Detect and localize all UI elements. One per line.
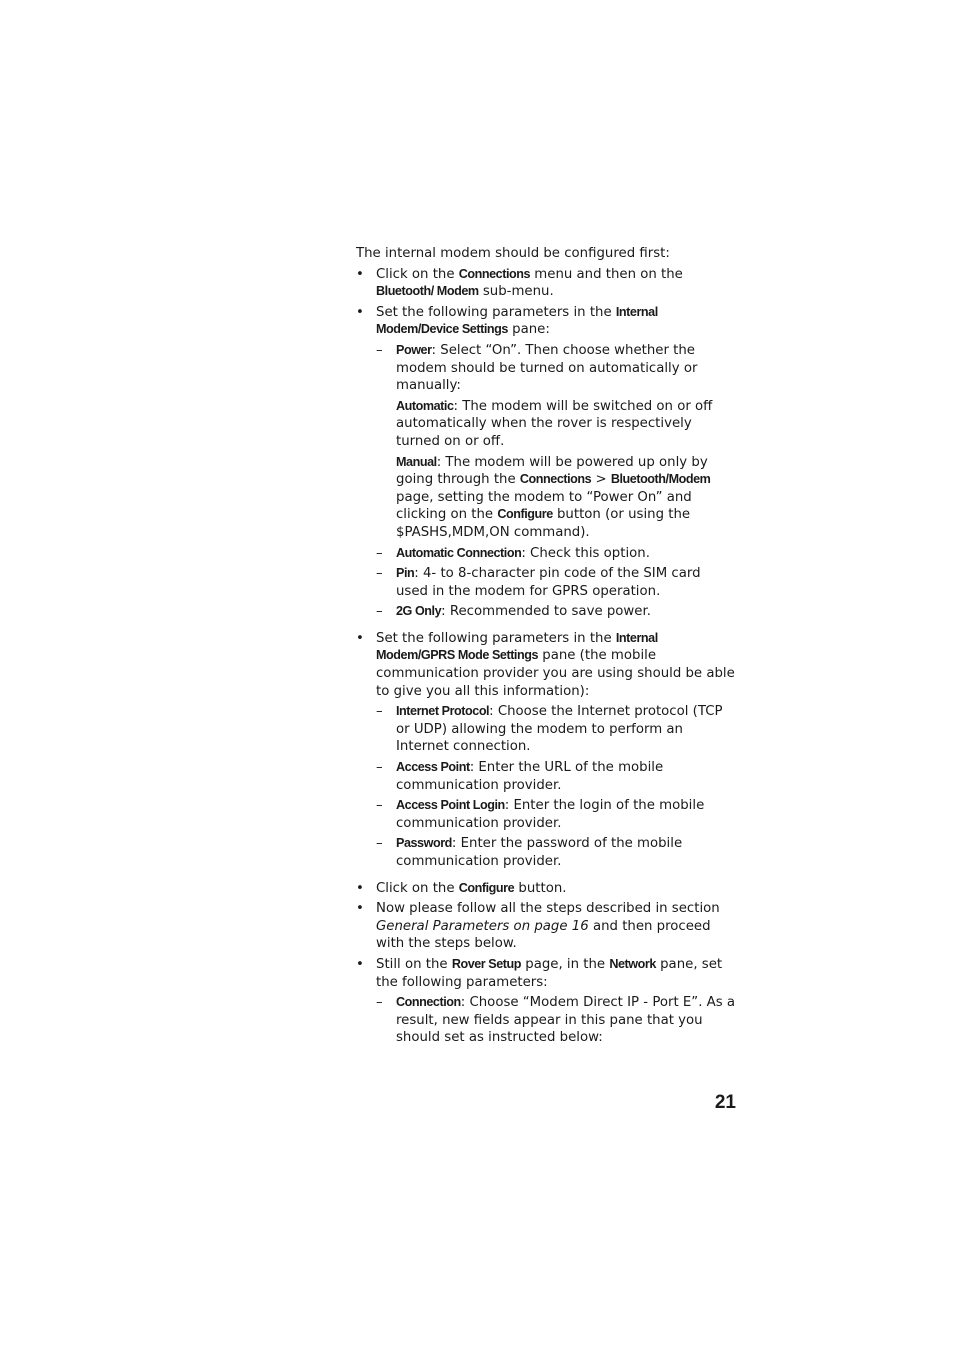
gprs-settings-list (376, 703, 736, 870)
param-power: – Power: Select “On”. Then choose whether the modem should be turned on automatically or manually: Automatic: The modem will be switched on or off automatically when the rover is respectively turned on or off. Manual: The modem will be powered up only by going through the Connections > Bluetooth/Modem page, setting the modem to “Power On” and clicking on the Configure button (or using the $PASHS,MDM,ON command). (376, 342, 736, 542)
submenu-name: Bluetooth/ Modem (376, 284, 479, 299)
page-number: 21 (714, 1092, 736, 1113)
cross-reference-link[interactable]: General Parameters on page 16 (376, 918, 589, 934)
button-name: Configure (458, 880, 515, 895)
step-list (356, 266, 736, 1047)
param-access-point: – Access Point: Enter the URL of the mobile communication provider. (376, 759, 736, 794)
param-password: – Password: Enter the password of the mobile communication provider. (376, 835, 736, 870)
step-general-parameters: • Now please follow all the steps described in section General Parameters on page 16 and then proceed with the steps below. (356, 900, 736, 953)
page-content (356, 245, 736, 1050)
menu-name: Connections (458, 266, 531, 281)
step-open-menu: • Click on the Connections menu and then on the Bluetooth/ Modem sub-menu. (356, 266, 736, 301)
intro-text: The internal modem should be configured first: (356, 246, 670, 261)
pane-name: Internal Modem/Device Settings (376, 304, 658, 337)
step-configure: • Click on the Configure button. (356, 880, 736, 898)
param-access-point-login: – Access Point Login: Enter the login of the mobile communication provider. (376, 797, 736, 832)
device-settings-list (376, 342, 736, 621)
option-automatic: Automatic: The modem will be switched on or off automatically when the rover is respectively turned on or off. (396, 398, 713, 449)
param-pin: – Pin: 4- to 8-character pin code of the SIM card used in the modem for GPRS operation. (376, 565, 736, 600)
step-device-settings: • Set the following parameters in the Internal Modem/Device Settings pane: – Power: Select “On”. Then choose whether the modem should be turned on automatically or manually: Automatic: The modem will be switched on or off automatically when the rover is respectively turned on or off. Manual: The modem will be powered up only by going through the Connections > Bluetooth/Modem page, setting the modem to “Power On” and clicking on the Configure button (or using the $PASHS,MDM,ON command). – Automatic Connection: Check this option. – Pin: 4- to 8-character pin code of the SIM card used in the modem for GPRS operation. – 2G Only: Recommended to save power. (356, 304, 736, 621)
step-gprs-settings: • Set the following parameters in the Internal Modem/GPRS Mode Settings pane (the mobile communication provider you are using should be able to give you all this information): – Internet Protocol: Choose the Internet protocol (TCP or UDP) allowing the modem to perform an Internet connection. – Access Point: Enter the URL of the mobile communication provider. – Access Point Login: Enter the login of the mobile communication provider. – Password: Enter the password of the mobile communication provider. (356, 630, 736, 871)
option-manual: Manual: The modem will be powered up only by going through the Connections > Bluetooth/Modem page, setting the modem to “Power On” and clicking on the Configure button (or using the $PASHS,MDM,ON command). (396, 454, 711, 540)
param-automatic-connection: – Automatic Connection: Check this option. (376, 545, 736, 563)
param-internet-protocol: – Internet Protocol: Choose the Internet protocol (TCP or UDP) allowing the modem to perform an Internet connection. (376, 703, 736, 756)
param-connection: – Connection: Choose “Modem Direct IP - Port E”. As a result, new fields appear in this pane that you should set as instructed below: (376, 994, 736, 1047)
step-network-pane: • Still on the Rover Setup page, in the Network pane, set the following parameters: – Connection: Choose “Modem Direct IP - Port E”. As a result, new fields appear in this pane that you should set as instructed below: (356, 956, 736, 1047)
network-settings-list (376, 994, 736, 1047)
param-2g-only: – 2G Only: Recommended to save power. (376, 603, 736, 621)
pane-name: Internal Modem/GPRS Mode Settings (376, 630, 658, 663)
